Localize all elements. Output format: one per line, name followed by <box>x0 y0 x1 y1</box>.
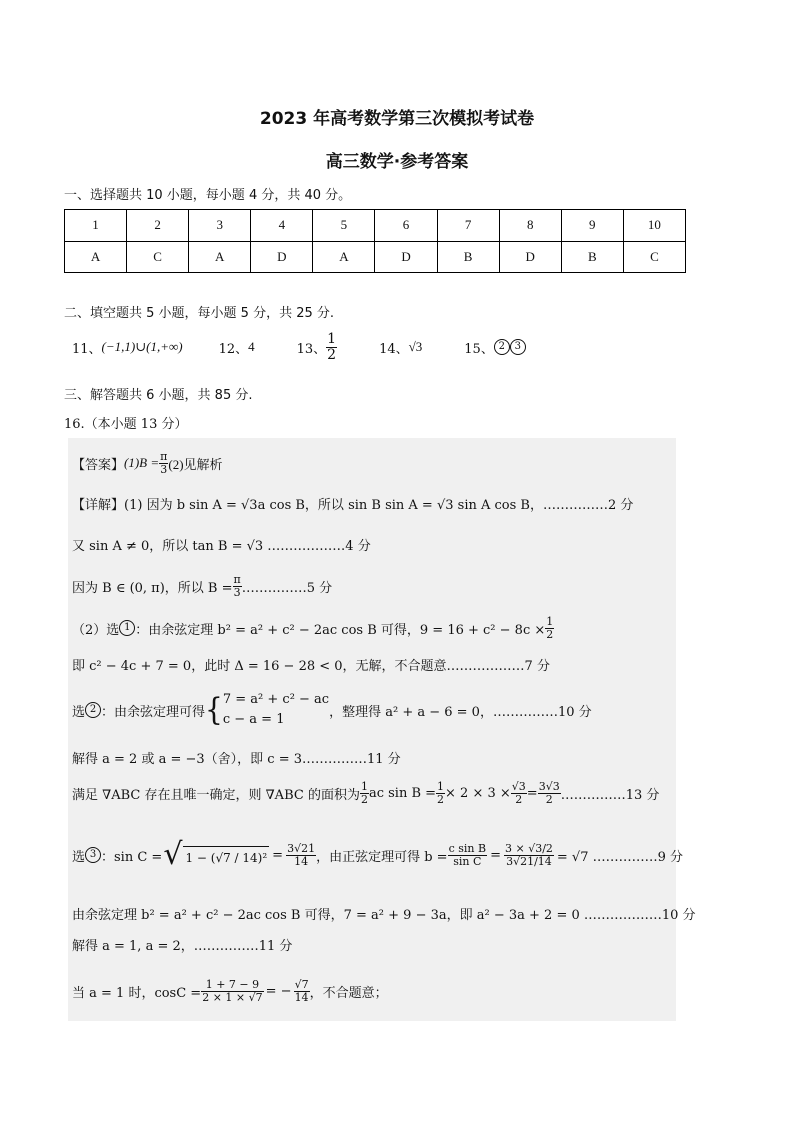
table-cell: D <box>251 241 313 273</box>
solution-text: ，由正弦定理可得 b = <box>316 849 448 865</box>
fraction-denominator: 3 <box>233 585 241 599</box>
solution-text: 因为 B ∈ (0, π)，所以 B = <box>72 580 233 596</box>
q12-answer: 4 <box>248 339 255 354</box>
detail-line-12 <box>72 972 388 1010</box>
fraction <box>436 781 445 805</box>
question-number-row <box>65 210 686 242</box>
q11-label: 11、 <box>72 341 102 357</box>
table-cell: 6 <box>375 210 437 242</box>
fraction-numerator: 1 + 7 − 9 <box>201 979 263 992</box>
q11-answer: (−1,1)∪(1,+∞) <box>101 339 183 354</box>
circled-number: 2 <box>494 339 510 355</box>
fraction-denominator: 14 <box>294 854 309 868</box>
solution-text: = <box>490 847 501 863</box>
answer-tail: (2)见解析 <box>168 456 223 472</box>
q14-label: 14、 <box>379 341 409 357</box>
fraction-numerator: √7 <box>294 977 309 991</box>
fraction <box>448 843 488 867</box>
fraction-numerator: 1 <box>546 614 554 628</box>
brace: { <box>205 691 223 728</box>
fraction-denominator: 2 <box>546 627 554 641</box>
detail-line-10: 由余弦定理 b² = a² + c² − 2ac cos B 可得，7 = a² + 9 − 3a，即 a² − 3a + 2 = 0 ………………10 分 <box>72 908 696 923</box>
fraction-numerator: c sin B <box>448 841 487 855</box>
answer-row <box>65 241 686 273</box>
solution-text: ……………13 分 <box>560 787 660 803</box>
solution-text: ：由余弦定理可得 <box>101 704 206 720</box>
fill-in-answers <box>72 330 526 364</box>
table-cell: C <box>623 241 685 273</box>
fraction-numerator: 1 <box>437 779 445 793</box>
radical-sign: √ <box>163 837 183 872</box>
answer-label: 【答案】 <box>72 457 125 473</box>
detail-line-11: 解得 a = 1, a = 2，……………11 分 <box>72 939 293 954</box>
exam-subtitle: 高三数学·参考答案 <box>325 152 469 172</box>
fraction-numerator: 1 <box>360 779 368 793</box>
fraction <box>511 781 527 805</box>
fraction <box>504 843 554 867</box>
detail-line-8 <box>72 775 659 811</box>
detail-line-2: 又 sin A ≠ 0，所以 tan B = √3 ………………4 分 <box>72 539 371 554</box>
solution-text: 选 <box>72 704 86 720</box>
table-cell: D <box>375 241 437 273</box>
fraction-numerator: 3 × √3/2 <box>504 841 553 855</box>
fraction-denominator: 2 <box>545 792 553 806</box>
table-cell: 10 <box>623 210 685 242</box>
fraction-numerator: π <box>160 449 168 463</box>
q15-label: 15、 <box>464 341 494 357</box>
solution-text: ：由余弦定理 b² = a² + c² − 2ac cos B 可得，9 = 16 + c² − 8c × <box>135 622 546 638</box>
fraction-numerator: √3 <box>511 779 526 793</box>
solution-text: = <box>526 785 538 801</box>
answer-table <box>64 209 686 273</box>
fraction-denominator: 14 <box>294 990 309 1004</box>
fraction-numerator: 3√21 <box>287 841 316 855</box>
fraction-denominator: 2 <box>360 792 368 806</box>
q13-fraction <box>326 332 337 362</box>
table-cell: 3 <box>189 210 251 242</box>
equation: c − a = 1 <box>222 712 285 727</box>
section-3-heading: 三、解答题共 6 小题，共 85 分. <box>64 388 253 403</box>
solution-text: (1) 因为 b sin A = √3a cos B，所以 sin B sin A = √3 sin A cos B，……………2 分 <box>124 498 634 513</box>
detail-line-6 <box>72 688 592 732</box>
solution-text: ，不合题意； <box>309 985 388 1001</box>
fraction <box>233 574 242 598</box>
fraction-denominator: 3 <box>160 462 168 476</box>
table-cell: 8 <box>499 210 561 242</box>
fraction <box>286 843 316 867</box>
table-cell: 2 <box>127 210 189 242</box>
fraction-denominator: 2 × 1 × √7 <box>202 990 263 1004</box>
solution-text: （2）选 <box>72 622 120 638</box>
detail-line-7: 解得 a = 2 或 a = −3（舍），即 c = 3……………11 分 <box>72 752 401 767</box>
detail-line-5: 即 c² − 4c + 7 = 0，此时 Δ = 16 − 28 < 0，无解，不合题意………………7 分 <box>72 659 550 674</box>
equation-system <box>223 690 329 730</box>
q12-label: 12、 <box>218 341 249 357</box>
fraction-denominator: 3√21/14 <box>506 854 552 868</box>
circled-number: 3 <box>85 847 101 863</box>
radicand: 1 − (√7 / 14)² <box>183 846 269 865</box>
table-cell: D <box>499 241 561 273</box>
solution-text: 满足 ∇ABC 存在且唯一确定，则 ∇ABC 的面积为 <box>72 787 360 803</box>
table-cell: 9 <box>561 210 623 242</box>
fraction <box>360 781 369 805</box>
table-cell: C <box>127 241 189 273</box>
table-cell: 1 <box>65 210 127 242</box>
solution-text: ……………5 分 <box>241 580 333 596</box>
fraction-denominator: 2 <box>515 792 523 806</box>
solution-text: × 2 × 3 × <box>445 785 511 801</box>
solution-text: 选 <box>72 849 86 865</box>
section-2-heading: 二、填空题共 5 小题，每小题 5 分，共 25 分. <box>64 306 335 321</box>
fraction-denominator: sin C <box>453 854 482 868</box>
answer-text: (1)B = <box>124 455 160 470</box>
q14-answer: √3 <box>408 339 423 354</box>
circled-number: 1 <box>119 620 135 636</box>
exam-title: 2023 年高考数学第三次模拟考试卷 <box>259 109 535 129</box>
table-cell: A <box>313 241 375 273</box>
q13-label: 13、 <box>296 341 327 357</box>
detail-line-9 <box>72 822 683 888</box>
table-cell: B <box>561 241 623 273</box>
fraction <box>159 451 168 475</box>
detail-label: 【详解】 <box>72 498 125 513</box>
solution-text: = √7 ……………9 分 <box>556 849 684 865</box>
fraction <box>545 616 554 640</box>
q16-title: 16.（本小题 13 分） <box>64 417 188 432</box>
solution-text: ，整理得 a² + a − 6 = 0，……………10 分 <box>329 704 592 720</box>
answer-line <box>72 449 223 477</box>
circled-number: 3 <box>510 339 526 355</box>
fraction-numerator: 1 <box>327 330 337 347</box>
detail-line-3 <box>72 573 332 599</box>
table-cell: B <box>437 241 499 273</box>
equation: 7 = a² + c² − ac <box>222 692 330 707</box>
solution-text: 当 a = 1 时，cosC = <box>72 985 202 1001</box>
table-cell: A <box>189 241 251 273</box>
solution-text: ac sin B = <box>368 785 437 801</box>
solution-text: = − <box>265 983 292 999</box>
detail-line-1 <box>72 494 633 513</box>
fraction-denominator: 2 <box>327 346 337 363</box>
fraction-numerator: 3√3 <box>538 779 560 793</box>
table-cell: 5 <box>313 210 375 242</box>
solution-text: ：sin C = <box>101 849 163 865</box>
circled-number: 2 <box>85 702 101 718</box>
table-cell: 4 <box>251 210 313 242</box>
solution-text: = <box>272 847 284 863</box>
fraction <box>201 979 263 1003</box>
fraction <box>538 781 561 805</box>
section-1-heading: 一、选择题共 10 小题，每小题 4 分，共 40 分。 <box>64 188 352 203</box>
fraction <box>294 979 310 1003</box>
fraction-denominator: 2 <box>437 792 445 806</box>
fraction-numerator: π <box>233 572 241 586</box>
table-cell: 7 <box>437 210 499 242</box>
detail-line-4 <box>72 611 554 645</box>
table-cell: A <box>65 241 127 273</box>
